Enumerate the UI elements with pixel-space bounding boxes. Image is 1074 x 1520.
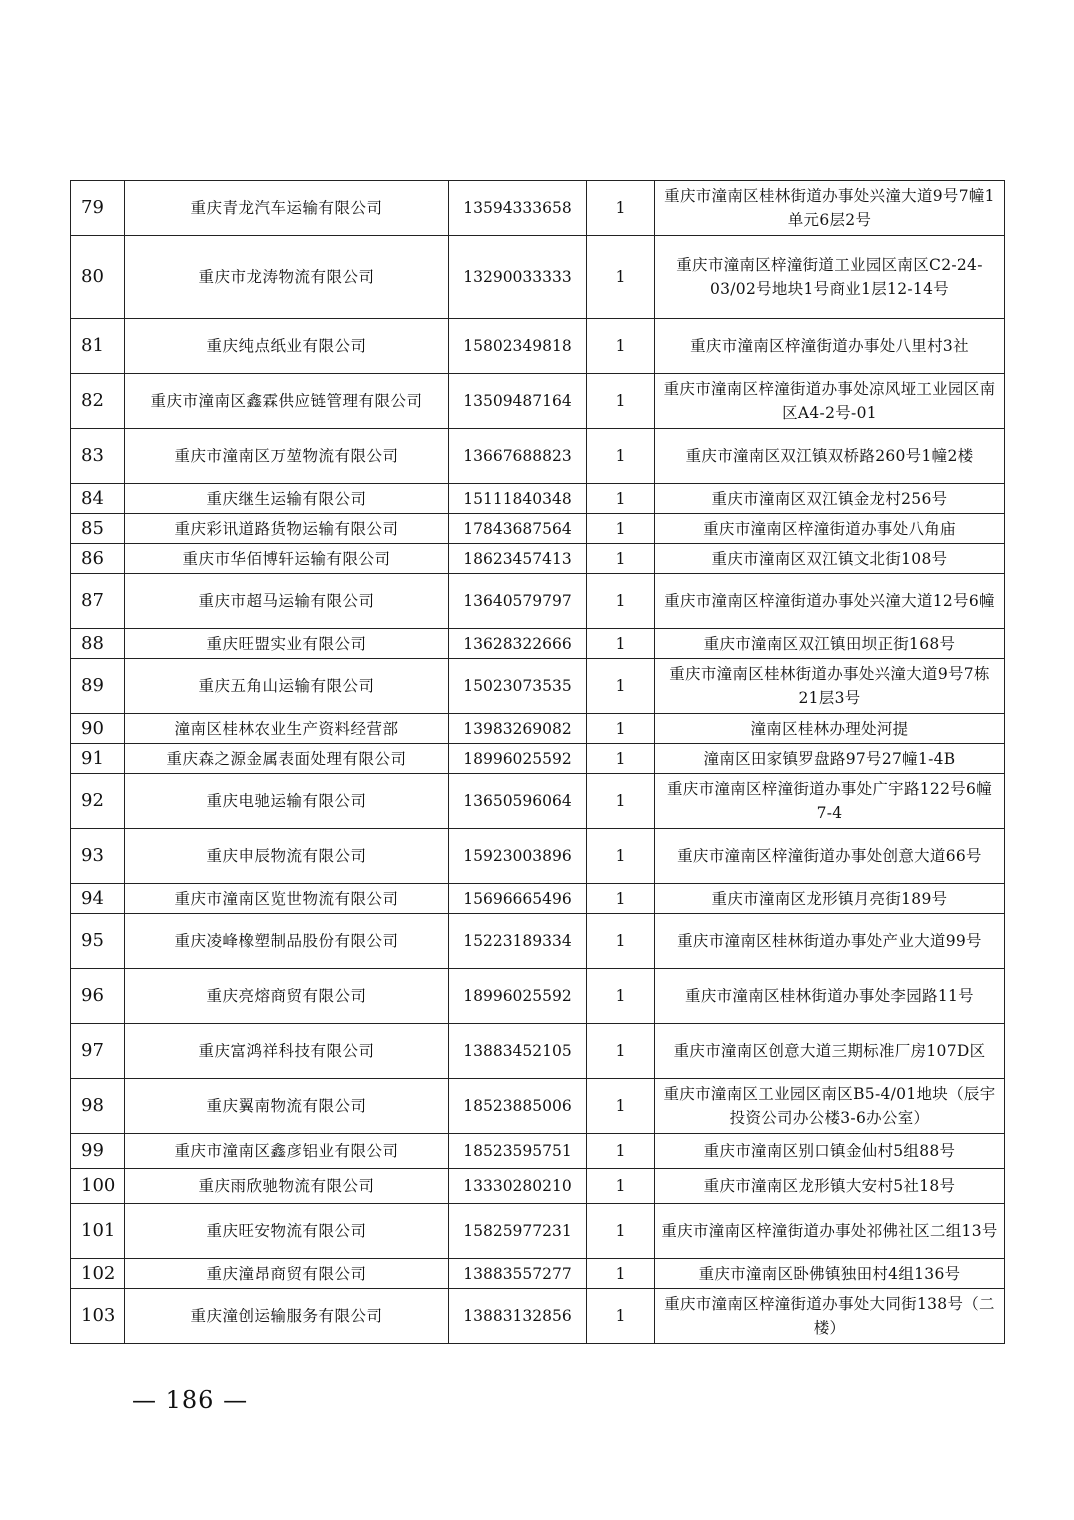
row-number: 97 — [71, 1024, 125, 1079]
company-name: 重庆市潼南区鑫霖供应链管理有限公司 — [125, 374, 449, 429]
row-number: 100 — [71, 1169, 125, 1204]
vehicle-count: 1 — [587, 374, 655, 429]
phone-number: 18996025592 — [449, 969, 587, 1024]
company-name: 重庆市潼南区览世物流有限公司 — [125, 884, 449, 914]
table-row — [71, 829, 1005, 884]
company-name: 重庆潼创运输服务有限公司 — [125, 1289, 449, 1344]
company-address: 重庆市潼南区卧佛镇独田村4组136号 — [655, 1259, 1005, 1289]
table-row — [71, 544, 1005, 574]
vehicle-count: 1 — [587, 1259, 655, 1289]
phone-number: 18623457413 — [449, 544, 587, 574]
row-number: 79 — [71, 181, 125, 236]
company-name: 重庆森之源金属表面处理有限公司 — [125, 744, 449, 774]
row-number: 80 — [71, 236, 125, 319]
row-number: 94 — [71, 884, 125, 914]
company-address: 重庆市潼南区桂林街道办事处产业大道99号 — [655, 914, 1005, 969]
company-table — [70, 180, 1005, 1344]
table-row — [71, 744, 1005, 774]
company-name: 重庆旺安物流有限公司 — [125, 1204, 449, 1259]
company-address: 重庆市潼南区梓潼街道办事处广宇路122号6幢7-4 — [655, 774, 1005, 829]
phone-number: 13640579797 — [449, 574, 587, 629]
vehicle-count: 1 — [587, 774, 655, 829]
company-address: 重庆市潼南区梓潼街道办事处祁佛社区二组13号 — [655, 1204, 1005, 1259]
phone-number: 15825977231 — [449, 1204, 587, 1259]
company-name: 重庆申辰物流有限公司 — [125, 829, 449, 884]
vehicle-count: 1 — [587, 1134, 655, 1169]
table-row — [71, 659, 1005, 714]
page-number: — 186 — — [132, 1386, 249, 1414]
table-row — [71, 514, 1005, 544]
table-row — [71, 774, 1005, 829]
company-name: 重庆翼南物流有限公司 — [125, 1079, 449, 1134]
table-row — [71, 969, 1005, 1024]
phone-number: 13883452105 — [449, 1024, 587, 1079]
company-address: 重庆市潼南区双江镇文北街108号 — [655, 544, 1005, 574]
company-address: 重庆市潼南区龙形镇大安村5社18号 — [655, 1169, 1005, 1204]
company-address: 重庆市潼南区桂林街道办事处兴潼大道9号7幢1单元6层2号 — [655, 181, 1005, 236]
table-row — [71, 884, 1005, 914]
phone-number: 17843687564 — [449, 514, 587, 544]
vehicle-count: 1 — [587, 484, 655, 514]
table-row — [71, 1259, 1005, 1289]
vehicle-count: 1 — [587, 574, 655, 629]
phone-number: 13983269082 — [449, 714, 587, 744]
row-number: 88 — [71, 629, 125, 659]
phone-number: 13330280210 — [449, 1169, 587, 1204]
row-number: 85 — [71, 514, 125, 544]
vehicle-count: 1 — [587, 829, 655, 884]
company-address: 重庆市潼南区梓潼街道工业园区南区C2-24-03/02号地块1号商业1层12-14号 — [655, 236, 1005, 319]
company-name: 重庆青龙汽车运输有限公司 — [125, 181, 449, 236]
vehicle-count: 1 — [587, 181, 655, 236]
table-body — [71, 181, 1005, 1344]
company-address: 重庆市潼南区工业园区南区B5-4/01地块（辰宇投资公司办公楼3-6办公室） — [655, 1079, 1005, 1134]
table-row — [71, 429, 1005, 484]
vehicle-count: 1 — [587, 1289, 655, 1344]
row-number: 90 — [71, 714, 125, 744]
company-address: 潼南区田家镇罗盘路97号27幢1-4B — [655, 744, 1005, 774]
vehicle-count: 1 — [587, 629, 655, 659]
phone-number: 13650596064 — [449, 774, 587, 829]
table-row — [71, 1134, 1005, 1169]
company-address: 重庆市潼南区双江镇金龙村256号 — [655, 484, 1005, 514]
company-address: 重庆市潼南区别口镇金仙村5组88号 — [655, 1134, 1005, 1169]
vehicle-count: 1 — [587, 1079, 655, 1134]
company-address: 重庆市潼南区桂林街道办事处李园路11号 — [655, 969, 1005, 1024]
company-address: 重庆市潼南区梓潼街道办事处凉风垭工业园区南区A4-2号-01 — [655, 374, 1005, 429]
phone-number: 13509487164 — [449, 374, 587, 429]
row-number: 93 — [71, 829, 125, 884]
table-row — [71, 181, 1005, 236]
company-name: 重庆亮熔商贸有限公司 — [125, 969, 449, 1024]
table-row — [71, 1289, 1005, 1344]
row-number: 83 — [71, 429, 125, 484]
vehicle-count: 1 — [587, 969, 655, 1024]
company-name: 重庆市潼南区万堃物流有限公司 — [125, 429, 449, 484]
row-number: 87 — [71, 574, 125, 629]
table-row — [71, 629, 1005, 659]
vehicle-count: 1 — [587, 884, 655, 914]
row-number: 86 — [71, 544, 125, 574]
phone-number: 13883557277 — [449, 1259, 587, 1289]
row-number: 98 — [71, 1079, 125, 1134]
vehicle-count: 1 — [587, 1204, 655, 1259]
phone-number: 15802349818 — [449, 319, 587, 374]
row-number: 103 — [71, 1289, 125, 1344]
company-name: 重庆市龙涛物流有限公司 — [125, 236, 449, 319]
company-address: 潼南区桂林办理处河提 — [655, 714, 1005, 744]
phone-number: 18996025592 — [449, 744, 587, 774]
phone-number: 15111840348 — [449, 484, 587, 514]
table-row — [71, 484, 1005, 514]
company-address: 重庆市潼南区梓潼街道办事处八角庙 — [655, 514, 1005, 544]
company-name: 潼南区桂林农业生产资料经营部 — [125, 714, 449, 744]
company-name: 重庆旺盟实业有限公司 — [125, 629, 449, 659]
vehicle-count: 1 — [587, 744, 655, 774]
row-number: 102 — [71, 1259, 125, 1289]
company-name: 重庆雨欣驰物流有限公司 — [125, 1169, 449, 1204]
table-row — [71, 714, 1005, 744]
company-name: 重庆市超马运输有限公司 — [125, 574, 449, 629]
vehicle-count: 1 — [587, 1024, 655, 1079]
company-name: 重庆纯点纸业有限公司 — [125, 319, 449, 374]
vehicle-count: 1 — [587, 1169, 655, 1204]
row-number: 91 — [71, 744, 125, 774]
table-row — [71, 1204, 1005, 1259]
phone-number: 15223189334 — [449, 914, 587, 969]
row-number: 99 — [71, 1134, 125, 1169]
company-address: 重庆市潼南区双江镇双桥路260号1幢2楼 — [655, 429, 1005, 484]
row-number: 82 — [71, 374, 125, 429]
company-address: 重庆市潼南区桂林街道办事处兴潼大道9号7栋21层3号 — [655, 659, 1005, 714]
table-row — [71, 1024, 1005, 1079]
phone-number: 15023073535 — [449, 659, 587, 714]
company-name: 重庆彩讯道路货物运输有限公司 — [125, 514, 449, 544]
phone-number: 13594333658 — [449, 181, 587, 236]
row-number: 89 — [71, 659, 125, 714]
company-name: 重庆五角山运输有限公司 — [125, 659, 449, 714]
phone-number: 18523595751 — [449, 1134, 587, 1169]
phone-number: 13883132856 — [449, 1289, 587, 1344]
table-row — [71, 374, 1005, 429]
row-number: 92 — [71, 774, 125, 829]
company-address: 重庆市潼南区创意大道三期标准厂房107D区 — [655, 1024, 1005, 1079]
company-name: 重庆市华佰博轩运输有限公司 — [125, 544, 449, 574]
company-address: 重庆市潼南区梓潼街道办事处八里村3社 — [655, 319, 1005, 374]
company-name: 重庆潼昂商贸有限公司 — [125, 1259, 449, 1289]
vehicle-count: 1 — [587, 914, 655, 969]
table-row — [71, 914, 1005, 969]
vehicle-count: 1 — [587, 236, 655, 319]
row-number: 101 — [71, 1204, 125, 1259]
vehicle-count: 1 — [587, 714, 655, 744]
company-name: 重庆继生运输有限公司 — [125, 484, 449, 514]
vehicle-count: 1 — [587, 544, 655, 574]
table-row — [71, 574, 1005, 629]
phone-number: 13628322666 — [449, 629, 587, 659]
company-address: 重庆市潼南区梓潼街道办事处创意大道66号 — [655, 829, 1005, 884]
company-address: 重庆市潼南区双江镇田坝正街168号 — [655, 629, 1005, 659]
row-number: 96 — [71, 969, 125, 1024]
vehicle-count: 1 — [587, 659, 655, 714]
table-row — [71, 1169, 1005, 1204]
vehicle-count: 1 — [587, 429, 655, 484]
company-address: 重庆市潼南区梓潼街道办事处兴潼大道12号6幢 — [655, 574, 1005, 629]
table-row — [71, 236, 1005, 319]
phone-number: 13667688823 — [449, 429, 587, 484]
table-row — [71, 1079, 1005, 1134]
row-number: 81 — [71, 319, 125, 374]
row-number: 95 — [71, 914, 125, 969]
vehicle-count: 1 — [587, 319, 655, 374]
vehicle-count: 1 — [587, 514, 655, 544]
phone-number: 13290033333 — [449, 236, 587, 319]
company-name: 重庆富鸿祥科技有限公司 — [125, 1024, 449, 1079]
company-name: 重庆电驰运输有限公司 — [125, 774, 449, 829]
table-row — [71, 319, 1005, 374]
company-address: 重庆市潼南区梓潼街道办事处大同街138号（二楼） — [655, 1289, 1005, 1344]
phone-number: 15696665496 — [449, 884, 587, 914]
company-address: 重庆市潼南区龙形镇月亮街189号 — [655, 884, 1005, 914]
row-number: 84 — [71, 484, 125, 514]
company-name: 重庆市潼南区鑫彦铝业有限公司 — [125, 1134, 449, 1169]
phone-number: 18523885006 — [449, 1079, 587, 1134]
phone-number: 15923003896 — [449, 829, 587, 884]
company-name: 重庆凌峰橡塑制品股份有限公司 — [125, 914, 449, 969]
